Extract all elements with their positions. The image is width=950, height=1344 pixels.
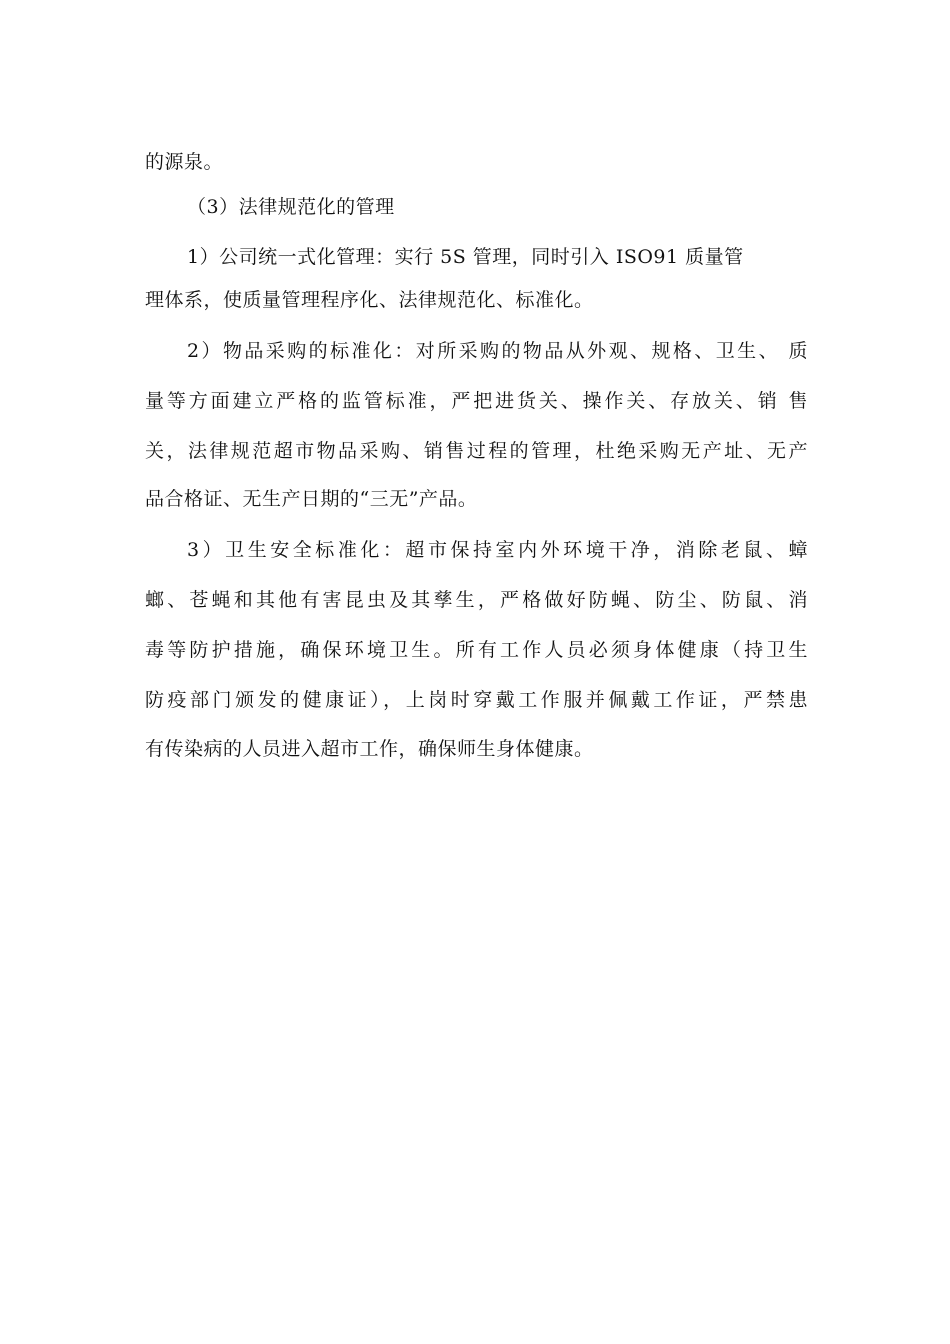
paragraph-tail-line: 的源泉。: [145, 151, 224, 173]
item-3-line-3: 毒等防护措施，确保环境卫生。所有工作人员必须身体健康（持卫生: [145, 639, 808, 661]
item-2-line-2: 量等方面建立严格的监管标准，严把进货关、操作关、存放关、销 售: [145, 390, 808, 412]
item-1-line-2: 理体系，使质量管理程序化、法律规范化、标准化。: [145, 289, 594, 311]
item-3-line-5: 有传染病的人员进入超市工作，确保师生身体健康。: [145, 738, 594, 760]
item-2-line-1: 2）物品采购的标准化：对所采购的物品从外观、规格、卫生、 质: [187, 340, 808, 362]
item-3-line-2: 螂、苍蝇和其他有害昆虫及其孳生，严格做好防蝇、防尘、防鼠、消: [145, 589, 808, 611]
item-1-line-1: 1）公司统一式化管理：实行 5S 管理，同时引入 ISO91 质量管: [187, 246, 744, 268]
item-3-line-1: 3）卫生安全标准化：超市保持室内外环境干净，消除老鼠、蟑: [187, 539, 808, 561]
item-2-line-4: 品合格证、无生产日期的“三无”产品。: [145, 488, 478, 510]
section-heading: （3）法律规范化的管理: [187, 196, 395, 218]
item-3-line-4: 防疫部门颁发的健康证），上岗时穿戴工作服并佩戴工作证，严禁患: [145, 689, 808, 711]
item-2-line-3: 关，法律规范超市物品采购、销售过程的管理，杜绝采购无产址、无产: [145, 440, 808, 462]
